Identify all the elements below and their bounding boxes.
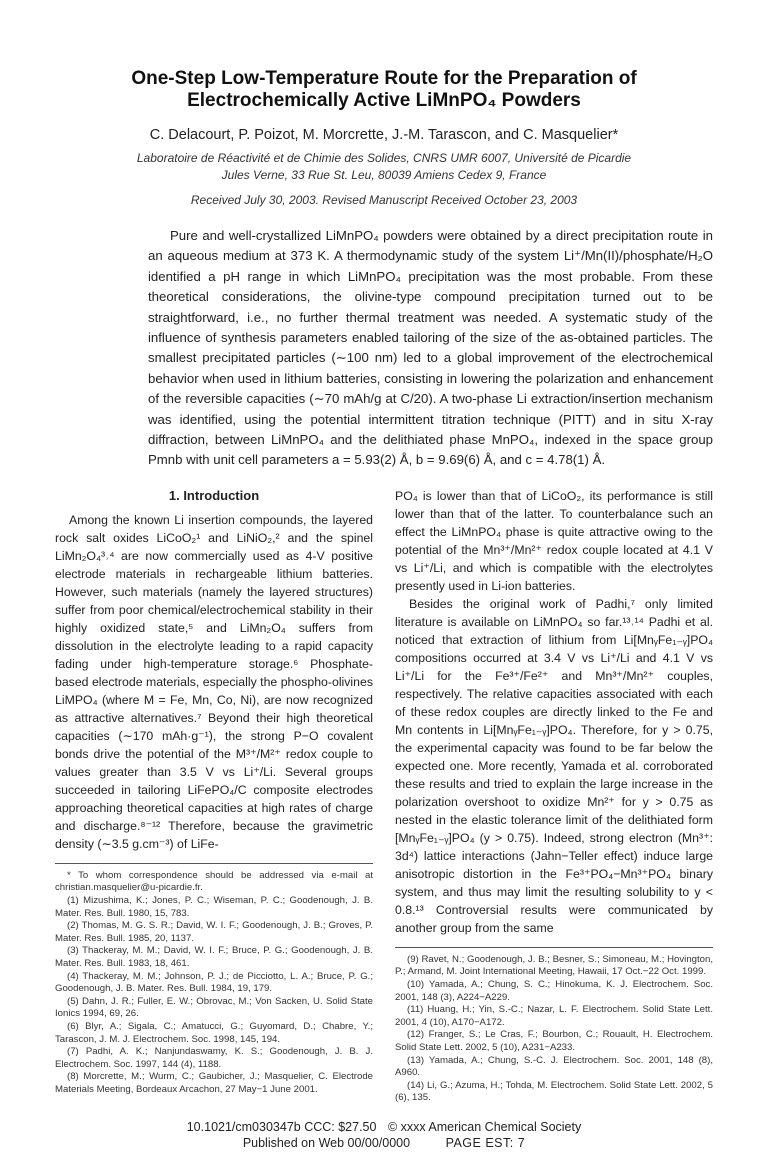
footnote: (10) Yamada, A.; Chung, S. C.; Hinokuma, K. J. Electrochem. Soc. 2001, 148 (3), A224−A229. (395, 979, 713, 1003)
footnote: (1) Mizushima, K.; Jones, P. C.; Wiseman, P. C.; Goodenough, J. B. Mater. Res. Bull. 1980, 15, 783. (55, 895, 373, 919)
footnote: (2) Thomas, M. G. S. R.; David, W. I. F.; Goodenough, J. B.; Groves, P. Mater. Res. Bull. 1985, 20, 1137. (55, 920, 373, 944)
footnote: (11) Huang, H.; Yin, S.-C.; Nazar, L. F. Electrochem. Solid State Lett. 2001, 4 (10), A170−A172. (395, 1004, 713, 1028)
doi-ccc: 10.1021/cm030347b CCC: $27.50 (186, 1120, 377, 1134)
intro-paragraph: Among the known Li insertion compounds, the layered rock salt oxides LiCoO₂¹ and LiNiO₂,² and the spinel LiMn₂O₄³˒⁴ are now commercially used as 4-V positive electrode materials in rechargeable lithium batteries. However, such materials (namely the layered structures) suffer from poor chemical/electrochemical stability in their highly oxidized state,⁵ and LiMn₂O₄ suffers from dissolution in the electrolyte leading to a rapid capacity fading under high-temperature storage.⁶ Phosphate-based electrode materials, especially the phospho-olivines LiMPO₄ (where M = Fe, Mn, Co, Ni), are now recognized as attractive alternatives.⁷ Beyond their high theoretical capacities (∼170 mAh·g⁻¹), the strong P−O covalent bonds drive the potential of the M³⁺/M²⁺ redox couple to values greater than 3.5 V vs Li⁺/Li. Several groups succeeded in tailoring LiFePO₄/C composite electrodes approaching theoretical capacities at high rates of charge and discharge.⁸⁻¹² Therefore, because the gravimetric density (∼3.5 g.cm⁻³) of LiFe- (55, 512, 373, 851)
footnotes-right (395, 954, 713, 1105)
body-paragraph: PO₄ is lower than that of LiCoO₂, its performance is still lower than that of the latter. To counterbalance such an effect the LiMnPO₄ phase is quite attractive owing to the potential of the Mn³⁺/Mn²⁺ redox couple located at 4.1 V vs Li⁺/Li, and which is compatible with the electrolytes presently used in Li-ion batteries. (395, 488, 713, 593)
affiliation (0, 150, 768, 184)
section-heading: 1. Introduction (168, 487, 260, 503)
affiliation-line-1: Laboratoire de Réactivité et de Chimie des Solides, CNRS UMR 6007, Université de Picardie (136, 151, 632, 165)
footnote: (12) Franger, S.; Le Cras, F.; Bourbon, C.; Rouault, H. Electrochem. Solid State Lett. 2002, 5 (10), A231−A233. (395, 1029, 713, 1054)
footnote: (14) Li, G.; Azuma, H.; Tohda, M. Electrochem. Solid State Lett. 2002, 5 (6), 135. (395, 1079, 713, 1104)
footnote: (8) Morcrette, M.; Wurm, C.; Gaubicher, J.; Masquelier, C. Electrode Materials Meeting, Bordeaux Arcachon, 27 May−1 June 2001. (55, 1071, 373, 1095)
footnote-divider (55, 863, 373, 864)
footnote: (6) Blyr, A.; Sigala, C.; Amatucci, G.; Guyomard, D.; Chabre, Y.; Tarascon, J. M. J. Electrochem. Soc. 1998, 145, 194. (55, 1021, 373, 1045)
author-list: C. Delacourt, P. Poizot, M. Morcrette, J.-M. Tarascon, and C. Masquelier* (149, 127, 619, 143)
footnote: (4) Thackeray, M. M.; Johnson, P. J.; de Picciotto, L. A.; Bruce, P. G.; Goodenough, J. B. Mater. Res. Bull. 1984, 19, 179. (55, 970, 373, 995)
received-dates: Received July 30, 2003. Revised Manuscript Received October 23, 2003 (190, 193, 578, 207)
copyright: © xxxx American Chemical Society (387, 1120, 582, 1134)
footnote: * To whom correspondence should be addressed via e-mail at christian.masquelier@u-picardie.fr. (55, 869, 373, 894)
footnote: (5) Dahn, J. R.; Fuller, E. W.; Obrovac, M.; Von Sacken, U. Solid State Ionics 1994, 69, 26. (55, 995, 373, 1020)
abstract: Pure and well-crystallized LiMnPO₄ powders were obtained by a direct precipitation route in an aqueous medium at 373 K. A thermodynamic study of the system Li⁺/Mn(II)/phosphate/H₂O identified a pH range in which LiMnPO₄ precipitation was the most probable. From these theoretical considerations, the olivine-type compound precipitation turned out to be straightforward, i.e., no further thermal treatment was needed. A systematic study of the influence of synthesis parameters enabled tailoring of the size of the as-obtained particles. The smallest precipitated particles (∼100 nm) led to a global improvement of the electrochemical behavior when used in lithium batteries, consisting in lowering the polarization and enhancement of the reversible capacities (∼70 mAh/g at C/20). A two-phase Li extraction/insertion mechanism was identified, using the potential intermittent titration technique (PITT) and in situ X-ray diffraction, between LiMnPO₄ and the delithiated phase MnPO₄, indexed in the space group Pmnb with unit cell parameters a = 5.93(2) Å, b = 9.69(6) Å, and c = 4.78(1) Å. (148, 228, 713, 468)
footnote: (9) Ravet, N.; Goodenough, J. B.; Besner, S.; Simoneau, M.; Hovington, P.; Armand, M. Joint International Meeting, Hawaii, 17 Oct.−22 Oct. 1999. (395, 953, 713, 978)
page-footer (0, 1119, 768, 1151)
footnote: (7) Padhi, A. K.; Nanjundaswamy, K. S.; Goodenough, J. B. J. Electrochem. Soc. 1997, 144 (4), 1188. (55, 1046, 373, 1070)
two-column-body (55, 487, 713, 1105)
title-line-2: Electrochemically Active LiMnPO₄ Powders (187, 90, 581, 111)
title-line-1: One-Step Low-Temperature Route for the Preparation of (131, 68, 637, 89)
left-column (55, 487, 373, 1097)
right-column (395, 487, 713, 1105)
footnote: (3) Thackeray, M. M.; David, W. I. F.; Bruce, P. G.; Goodenough, J. B. Mater. Res. Bull. 1983, 18, 461. (55, 945, 373, 970)
article-title (0, 68, 768, 112)
footnotes-left (55, 870, 373, 1097)
footnote-divider (395, 947, 713, 948)
publish-date: Published on Web 00/00/0000 (242, 1136, 411, 1150)
footnote: (13) Yamada, A.; Chung, S.-C. J. Electrochem. Soc. 2001, 148 (8), A960. (395, 1054, 713, 1079)
affiliation-line-2: Jules Verne, 33 Rue St. Leu, 80039 Amiens Cedex 9, France (221, 168, 547, 182)
page-estimate: PAGE EST: 7 (445, 1136, 526, 1150)
body-paragraph: Besides the original work of Padhi,⁷ only limited literature is available on LiMnPO₄ so far.¹³˒¹⁴ Padhi et al. noticed that extraction of lithium from Li[MnᵧFe₁₋ᵧ]PO₄ compositions occurred at 3.4 V vs Li⁺/Li and 4.1 V vs Li⁺/Li for the Fe³⁺/Fe²⁺ and Mn³⁺/Mn²⁺ couples, respectively. The relative capacities associated with each of these redox couples are directly linked to the Fe and Mn contents in Li[MnᵧFe₁₋ᵧ]PO₄. Therefore, for y > 0.75, the experimental capacity was found to be far below the expected one. More recently, Yamada et al. corroborated these results and tried to explain the large increase in the polarization overshoot to oxidize Mn²⁺ for y > 0.75 as nested in the elastic tolerance limit of the delithiated form [MnᵧFe₁₋ᵧ]PO₄ (y > 0.75). Indeed, strong electron (Mn³⁺: 3d⁴) lattice interactions (Jahn−Teller effect) induce large anisotropic distortion in the Fe³⁺PO₄−Mn³⁺PO₄ binary system, and thus may limit the resulting solubility to y < 0.8.¹³ Controversial results were communicated by another group from the same (395, 596, 713, 935)
